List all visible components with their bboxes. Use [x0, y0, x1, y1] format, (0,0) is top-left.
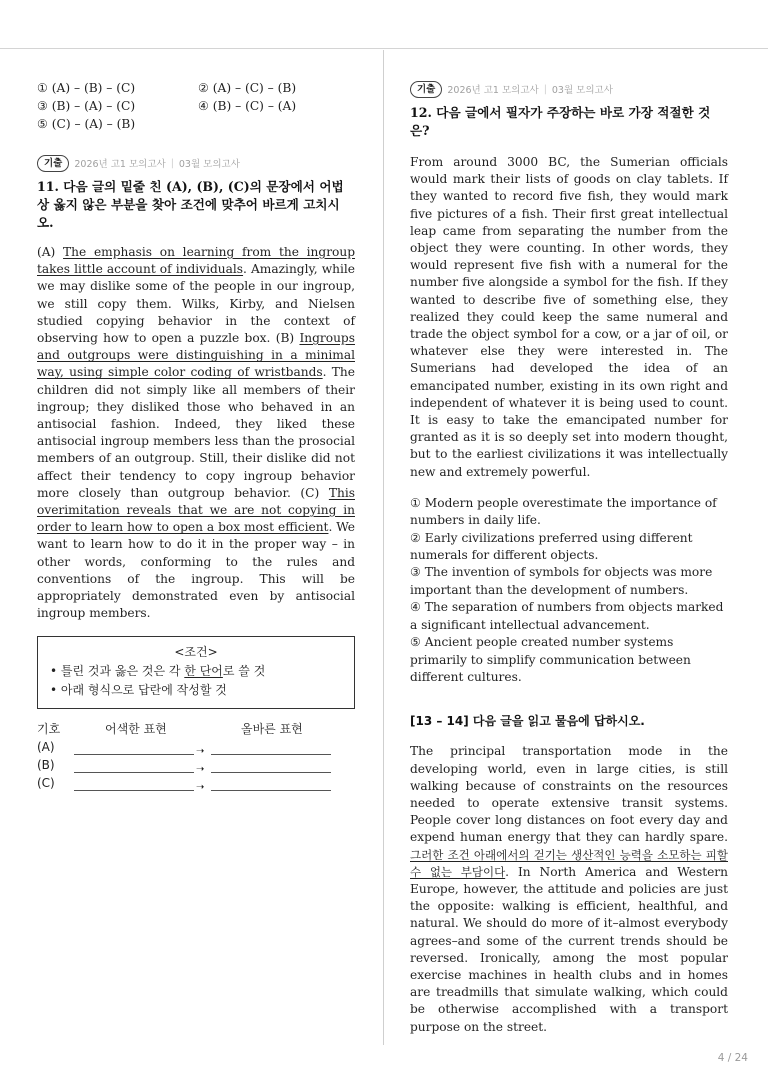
header-divider — [0, 48, 768, 49]
q12-passage: From around 3000 BC, the Sumerian officials would mark their lists of goods on clay tablets. If they wanted to record five fish, they would mark five pictures of a fish. Their first great intellectual leap came from separating the number from the object they were counting. In other words, they would represent five fish with a numeral for the number five alongside a symbol for the fish. If they wanted to describe five of something else, they realized they could keep the same numeral and trade the object symbol for a cow, or a jar of oil, or whatever else they were interested in. The Sumerians had developed the idea of an emancipated number, existing in its own right and independent of whatever it is being used to count. It is easy to take the emancipated number for granted as it is so deeply set into modern thought, but to the earliest civilizations it was intellectually new and extremely powerful. — [410, 155, 728, 479]
q13-14-heading: [13 – 14] 다음 글을 읽고 물음에 답하시오. — [410, 714, 645, 729]
q13-14-passage: The principal transportation mode in the developing world, even in large cities, is still walking because of constraints on the resources needed to operate extensive transit systems. People cover long distances on foot every day and expend human energy that they can hardly spare. 그러한 조건 아래에서의 걷기는 생산적인 능력을 소모하는 피할 수 없는 부담이다. In North America and Western Europe, however, the attitude and policies are just the opposite: walking is efficient, healthful, and natural. We should do more of it–almost everybody agrees–and some of the current trends should be reversed. Ironically, among the most popular exercise machines in health clubs and in homes are treadmills that simulate walking, which could be otherwise accomplished with a transport purpose on the street. — [410, 744, 728, 1034]
q11-title: 11. 다음 글의 밑줄 친 (A), (B), (C)의 문장에서 어법상 옳지 않은 부분을 찾아 조건에 맞추어 바르게 고치시오. — [37, 179, 344, 230]
page-number: 4 / 24 — [717, 1052, 748, 1064]
label-a: (A) — [37, 245, 64, 259]
source-year: 2026년 고1 모의고사 — [74, 159, 166, 170]
choice-1[interactable]: ① Modern people overestimate the importance of numbers in daily life. — [410, 495, 717, 528]
underline-korean: 그러한 조건 아래에서의 걷기는 생산적인 능력을 소모하는 피할 수 없는 부담이다 — [410, 847, 728, 879]
option-2: ② (A) – (C) – (B) — [198, 81, 297, 95]
source-tag: 기출 — [410, 81, 442, 98]
row-c-label: (C) — [37, 776, 55, 791]
conditions-title: <조건> — [174, 645, 218, 660]
choice-2[interactable]: ② Early civilizations preferred using different numerals for different objects. — [410, 530, 693, 563]
q11-passage: (A) The emphasis on learning from the ingroup takes little account of individuals. Amazingly, while we may dislike some of the people in our ingroup, we still copy them. Wilks, Kirby, and Nielsen studied copying behavior in the context of observing how to open a puzzle box. (B) Ingroups and outgroups were distinguishing in a minimal way, using simple color coding of wristbands. The children did not simply like all members of their ingroup; they disliked those who behaved in an antisocial fashion. Indeed, they liked these antisocial ingroup members less than the prosocial members of an outgroup. Still, their dislike did not affect their tendency to copy ingroup behavior more closely than outgroup behavior. (C) This overimitation reveals that we are not copying in order to learn how to open a box most efficient. We want to learn how to do it in the proper way – in other words, conforming to the rules and conventions of the ingroup. This will be appropriately demonstrated even by antisocial ingroup members. — [37, 245, 356, 621]
answer-b-wrong[interactable] — [74, 772, 194, 773]
option-3: ③ (B) – (A) – (C) — [37, 99, 136, 113]
source-month: 03월 모의고사 — [178, 159, 240, 170]
answer-c-right[interactable] — [211, 790, 331, 791]
left-column — [37, 80, 356, 794]
conditions-box — [37, 636, 355, 709]
underline-c: This overimitation reveals that we are not copying in order to learn how to open a box most efficient — [37, 485, 355, 535]
source-year: 2026년 고1 모의고사 — [447, 85, 539, 96]
choice-3[interactable]: ③ The invention of symbols for objects was more important than the development of numbers. — [410, 565, 713, 597]
source-month: 03월 모의고사 — [551, 85, 613, 96]
q10-options — [37, 80, 355, 134]
header-right: 올바른 표현 — [241, 722, 303, 737]
answer-a-right[interactable] — [211, 754, 331, 755]
arrow-icon: ➝ — [196, 764, 205, 776]
option-1: ① (A) – (B) – (C) — [37, 81, 136, 95]
answer-b-right[interactable] — [211, 772, 331, 773]
q12-source-row: 기출 2026년 고1 모의고사 | 03월 모의고사 — [410, 80, 728, 98]
condition-1: • 틀린 것과 옳은 것은 각 한 단어로 쓸 것 — [50, 664, 266, 679]
underline-b: Ingroups and outgroups were distinguishing in a minimal way, using simple color coding of wristbands — [37, 331, 355, 380]
option-4: ④ (B) – (C) – (A) — [198, 99, 297, 113]
answer-c-wrong[interactable] — [74, 790, 194, 791]
answer-form — [37, 721, 355, 794]
source-tag: 기출 — [37, 155, 69, 172]
choice-4[interactable]: ④ The separation of numbers from objects marked a significant intellectual advancement. — [410, 600, 724, 632]
arrow-icon: ➝ — [196, 782, 205, 794]
answer-a-wrong[interactable] — [74, 754, 194, 755]
underline-a: The emphasis on learning from the ingroup takes little account of individuals — [37, 245, 356, 277]
q11-source-row: 기출 2026년 고1 모의고사 | 03월 모의고사 — [37, 154, 355, 172]
q12-title: 12. 다음 글에서 필자가 주장하는 바로 가장 적절한 것은? — [410, 105, 711, 138]
right-column — [410, 80, 728, 1036]
option-5: ⑤ (C) – (A) – (B) — [37, 117, 136, 131]
header-symbol: 기호 — [37, 722, 61, 737]
row-a-label: (A) — [37, 740, 55, 755]
choice-5[interactable]: ⑤ Ancient people created number systems primarily to simplify communication between different cultures. — [410, 635, 691, 684]
condition-2: • 아래 형식으로 답란에 작성할 것 — [50, 683, 227, 698]
header-wrong: 어색한 표현 — [105, 722, 167, 737]
arrow-icon: ➝ — [196, 746, 205, 758]
q12-choices — [410, 495, 728, 686]
row-b-label: (B) — [37, 758, 55, 773]
column-divider — [383, 50, 384, 1045]
